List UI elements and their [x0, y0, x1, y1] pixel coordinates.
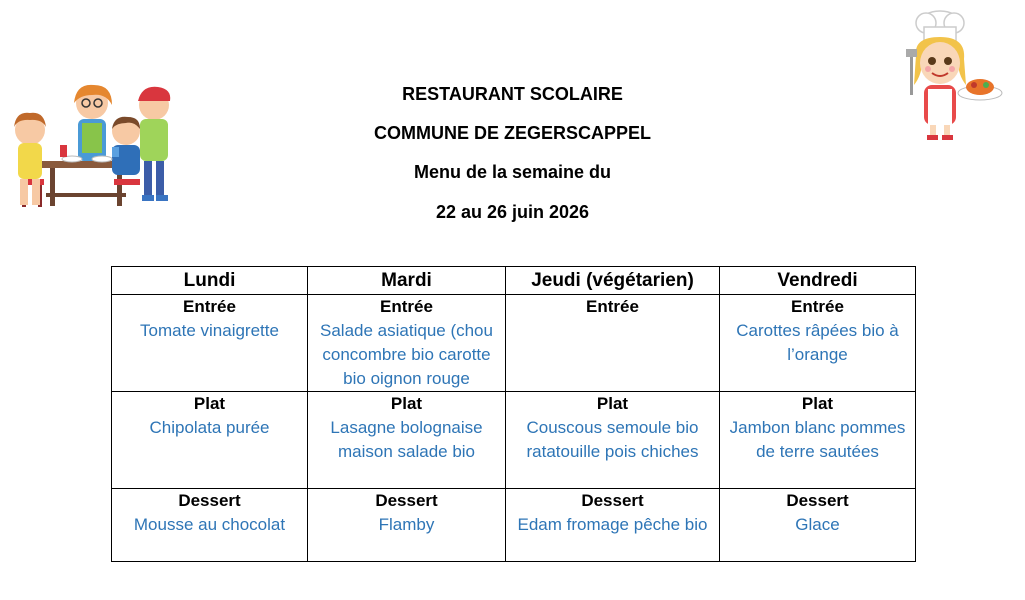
menu-cell	[308, 489, 506, 562]
course-label: Plat	[596, 394, 629, 413]
course-label: Plat	[801, 394, 834, 413]
menu-cell	[720, 392, 916, 489]
dish-text: Lasagne bolognaise maison salade bio	[330, 418, 483, 461]
restaurant-title: RESTAURANT SCOLAIRE	[402, 84, 623, 104]
menu-cell	[720, 295, 916, 392]
course-label: Dessert	[581, 491, 644, 510]
menu-week-label: Menu de la semaine du	[413, 162, 612, 182]
menu-cell	[506, 489, 720, 562]
dish-text: Mousse au chocolat	[133, 515, 286, 534]
menu-cell	[112, 295, 308, 392]
menu-date-range: 22 au 26 juin 2026	[435, 202, 590, 222]
course-label: Plat	[390, 394, 423, 413]
dish-text: Salade asiatique (chou concombre bio carotte bio oignon rouge	[320, 321, 493, 388]
dish-text: Carottes râpées bio à l’orange	[736, 321, 899, 364]
course-label: Entrée	[183, 297, 236, 316]
menu-cell	[308, 295, 506, 392]
dish-text: Edam fromage pêche bio	[517, 515, 708, 534]
dish-text: Glace	[795, 515, 840, 534]
dish-text: Couscous semoule bio ratatouille pois chiches	[526, 418, 699, 461]
menu-cell	[112, 392, 308, 489]
commune-title: COMMUNE DE ZEGERSCAPPEL	[373, 123, 652, 143]
course-label: Plat	[193, 394, 226, 413]
course-label: Dessert	[375, 491, 438, 510]
menu-cell	[112, 489, 308, 562]
course-label: Dessert	[786, 491, 849, 510]
dish-text: Jambon blanc pommes de terre sautées	[729, 418, 906, 461]
dish-text: Tomate vinaigrette	[140, 321, 279, 340]
menu-cell	[506, 295, 720, 392]
day-header-lundi: Lundi	[112, 267, 308, 295]
table-row-dessert	[112, 489, 916, 562]
dish-text: Chipolata purée	[149, 418, 270, 437]
menu-cell	[308, 392, 506, 489]
menu-cell	[506, 392, 720, 489]
day-header-mardi: Mardi	[308, 267, 506, 295]
course-label: Entrée	[791, 297, 844, 316]
menu-cell	[720, 489, 916, 562]
course-label: Entrée	[586, 297, 639, 316]
day-header-vendredi: Vendredi	[720, 267, 916, 295]
table-row-plat	[112, 392, 916, 489]
day-header-jeudi: Jeudi (végétarien)	[506, 267, 720, 295]
table-row-entree	[112, 295, 916, 392]
dish-text: Flamby	[378, 515, 435, 534]
course-label: Dessert	[178, 491, 241, 510]
course-label: Entrée	[380, 297, 433, 316]
weekly-menu-table	[111, 266, 916, 562]
table-header-row	[112, 267, 916, 295]
